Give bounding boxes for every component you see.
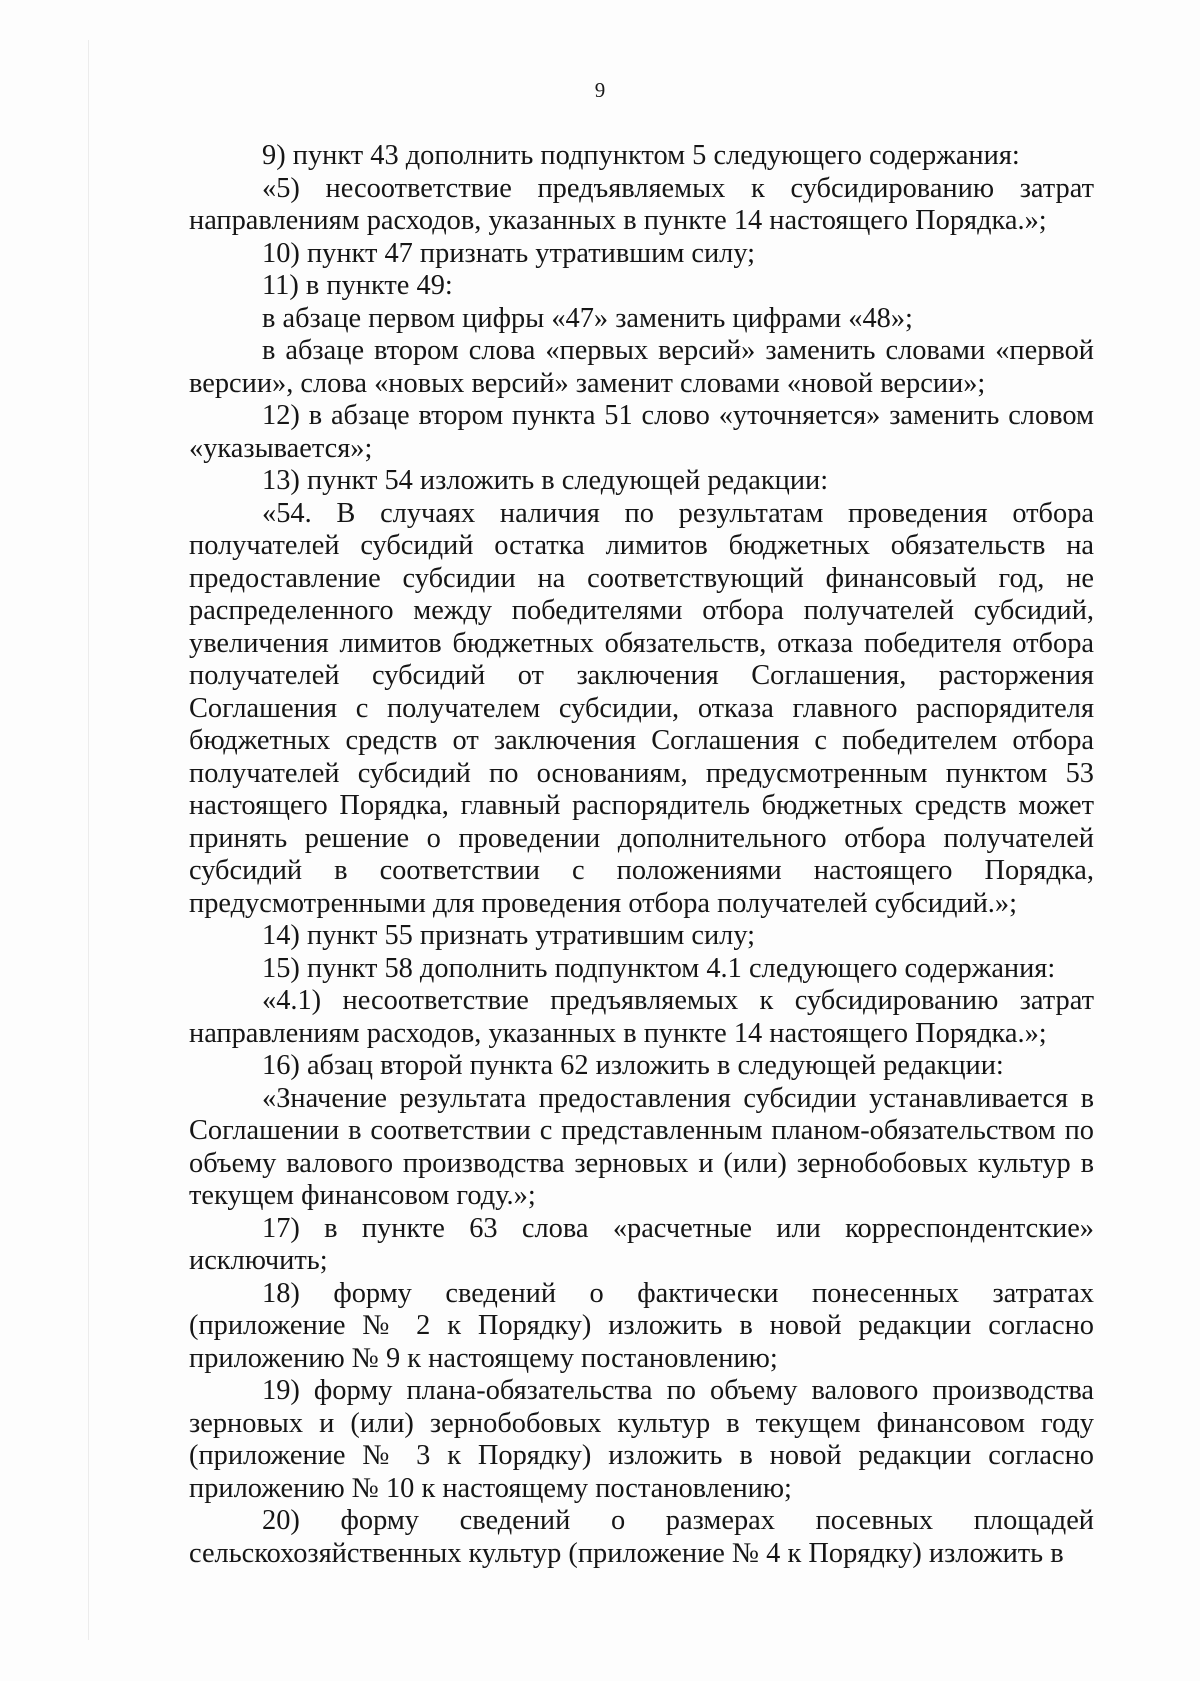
paragraph-point-54: «54. В случаях наличия по результатам проведения отбора получателей субсидий остатка лимитов бюджетных обязательств на предоставление субсидии на соответствующий финансовый год, не распределенного между победителями отбора получателей субсидий, увеличения лимитов бюджетных обязательств, отказа победителя отбора получателей субсидий от заключения Соглашения, расторжения Соглашения с получателем субсидии, отказа главного распорядителя бюджетных средств от заключения Соглашения с победителем отбора получателей субсидий по основаниям, предусмотренным пунктом 53 настоящего Порядка, главный распорядитель бюджетных средств может принять решение о проведении дополнительного отбора получателей субсидий в соответствии с положениями настоящего Порядка, предусмотренными для проведения отбора получателей субсидий.»; bbox=[189, 497, 1094, 919]
paragraph-item-11-second-clause: в абзаце втором слова «первых версий» заменить словами «первой версии», слова «новых версий» заменит словами «новой версии»; bbox=[189, 335, 1094, 399]
paragraph-item-11: 11) в пункте 49: bbox=[262, 270, 453, 301]
paragraph-item-18: 18) форму сведений о фактически понесенных затратах (приложение № 2 к Порядку) изложить в новой редакции согласно приложению № 9 к настоящему постановлению; bbox=[189, 1277, 1094, 1374]
paragraph-subitem-5: «5) несоответствие предъявляемых к субсидированию затрат направлениям расходов, указанных в пункте 14 настоящего Порядка.»; bbox=[189, 172, 1094, 236]
paragraph-item-17: 17) в пункте 63 слова «расчетные или корреспондентские» исключить; bbox=[189, 1212, 1094, 1276]
paragraph-item-13: 13) пункт 54 изложить в следующей редакции: bbox=[262, 465, 829, 496]
paragraph-subitem-4-1: «4.1) несоответствие предъявляемых к субсидированию затрат направлениям расходов, указанных в пункте 14 настоящего Порядка.»; bbox=[189, 985, 1094, 1049]
paragraph-item-10: 10) пункт 47 признать утратившим силу; bbox=[262, 237, 756, 269]
paragraph-item-19: 19) форму плана-обязательства по объему валового производства зерновых и (или) зернобобовых культур в текущем финансовом году (приложение № 3 к Порядку) изложить в новой редакции согласно приложению № 10 к настоящему постановлению; bbox=[189, 1375, 1094, 1504]
paragraph-item-11-first-clause: в абзаце первом цифры «47» заменить цифрами «48»; bbox=[262, 302, 913, 334]
paragraph-item-15: 15) пункт 58 дополнить подпунктом 4.1 следующего содержания: bbox=[262, 952, 1056, 984]
paragraph-item-20: 20) форму сведений о размерах посевных площадей сельскохозяйственных культур (приложение № 4 к Порядку) изложить в bbox=[189, 1505, 1094, 1569]
paragraph-item-16: 16) абзац второй пункта 62 изложить в следующей редакции: bbox=[262, 1050, 1004, 1081]
paragraph-result-value: «Значение результата предоставления субсидии устанавливается в Соглашении в соответствии с представленным планом-обязательством по объему валового производства зерновых и (или) зернобобовых культур в текущем финансовом году.»; bbox=[189, 1082, 1094, 1211]
document-body bbox=[189, 140, 1094, 1570]
paragraph-item-9: 9) пункт 43 дополнить подпунктом 5 следующего содержания: bbox=[262, 140, 1020, 171]
page-number: 9 bbox=[594, 78, 606, 102]
paragraph-item-14: 14) пункт 55 признать утратившим силу; bbox=[262, 920, 756, 951]
paragraph-item-12: 12) в абзаце втором пункта 51 слово «уточняется» заменить словом «указывается»; bbox=[189, 400, 1094, 464]
scan-edge-line bbox=[88, 40, 89, 1640]
